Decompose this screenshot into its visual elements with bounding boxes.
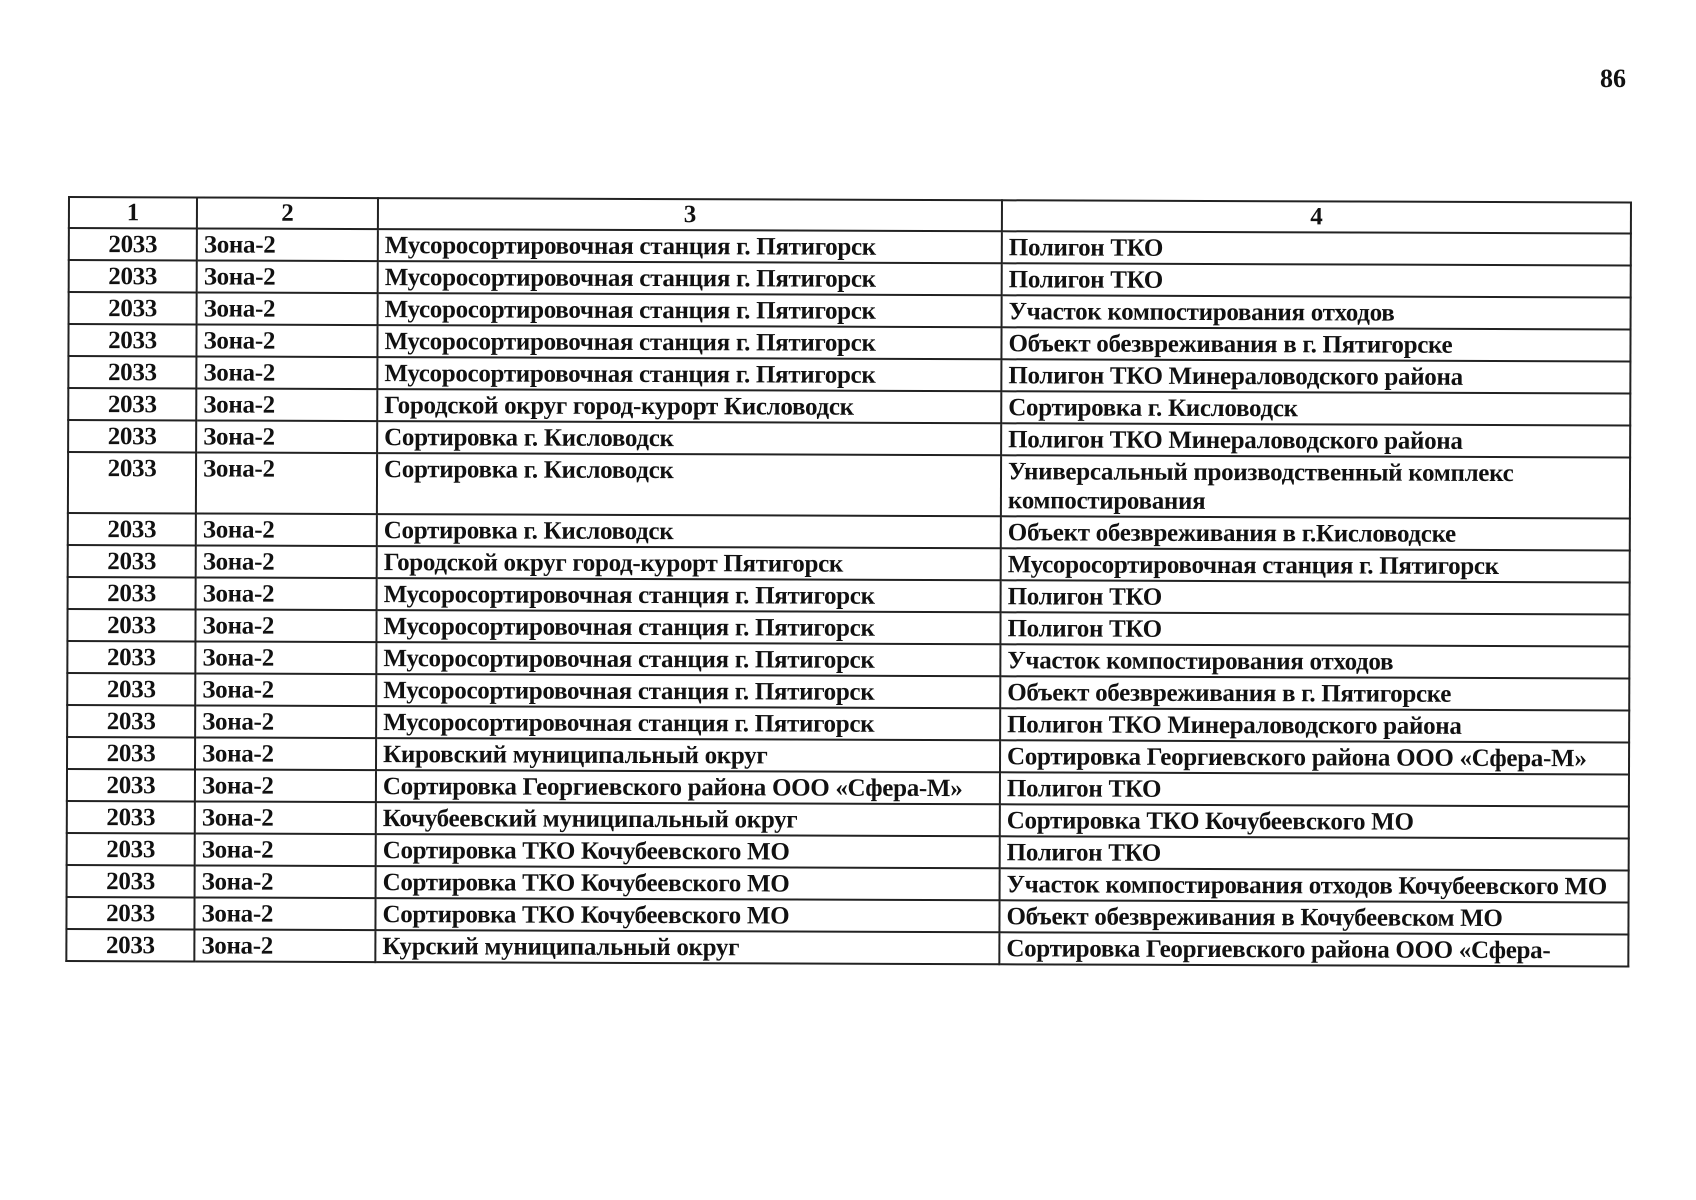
year-cell: 2033 (66, 929, 194, 961)
table-body (66, 228, 1631, 966)
zone-cell: Зона-2 (195, 833, 376, 866)
destination-cell: Полигон ТКО Минераловодского района (1000, 708, 1629, 742)
year-cell: 2033 (67, 641, 195, 673)
zone-cell: Зона-2 (195, 769, 376, 802)
source-cell: Мусоросортировочная станция г. Пятигорск (376, 706, 1000, 740)
column-header-2: 2 (197, 197, 378, 229)
year-cell: 2033 (69, 292, 197, 324)
source-cell: Кочубеевский муниципальный округ (376, 802, 1000, 836)
zone-cell: Зона-2 (196, 324, 377, 357)
destination-cell: Сортировка Георгиевского района ООО «Сфера- (999, 932, 1628, 966)
zone-cell: Зона-2 (196, 452, 377, 514)
source-cell: Мусоросортировочная станция г. Пятигорск (377, 578, 1001, 612)
zone-cell: Зона-2 (195, 641, 376, 674)
zone-cell: Зона-2 (196, 356, 377, 389)
source-cell: Сортировка г. Кисловодск (377, 514, 1001, 548)
year-cell: 2033 (67, 833, 195, 865)
zone-cell: Зона-2 (196, 545, 377, 578)
destination-cell: Участок компостирования отходов (1002, 295, 1631, 329)
zone-cell: Зона-2 (197, 260, 378, 293)
zone-cell: Зона-2 (195, 673, 376, 706)
page-number: 86 (1600, 64, 1626, 93)
source-cell: Мусоросортировочная станция г. Пятигорск (378, 229, 1002, 263)
source-cell: Курский муниципальный округ (375, 930, 999, 964)
year-cell: 2033 (67, 705, 195, 737)
year-cell: 2033 (68, 513, 196, 545)
year-cell: 2033 (68, 388, 196, 420)
destination-cell: Полигон ТКО (1002, 231, 1631, 265)
zone-cell: Зона-2 (196, 577, 377, 610)
destination-cell: Полигон ТКО (1000, 612, 1629, 646)
destination-cell: Полигон ТКО (1002, 263, 1631, 297)
source-cell: Сортировка ТКО Кочубеевского МО (376, 866, 1000, 900)
table-row (68, 452, 1630, 518)
zone-cell: Зона-2 (195, 737, 376, 770)
destination-cell: Объект обезвреживания в г.Кисловодске (1001, 516, 1630, 550)
destination-cell: Сортировка г. Кисловодск (1001, 391, 1630, 425)
table-row (66, 929, 1628, 966)
year-cell: 2033 (69, 260, 197, 292)
year-cell: 2033 (67, 673, 195, 705)
destination-cell: Объект обезвреживания в Кочубеевском МО (999, 900, 1628, 934)
source-cell: Сортировка г. Кисловодск (377, 421, 1001, 455)
source-cell: Городской округ город-курорт Кисловодск (377, 389, 1001, 423)
zone-cell: Зона-2 (195, 705, 376, 738)
destination-cell: Полигон ТКО Минераловодского района (1001, 423, 1630, 457)
source-cell: Мусоросортировочная станция г. Пятигорск (378, 261, 1002, 295)
zone-cell: Зона-2 (196, 513, 377, 546)
column-header-1: 1 (69, 197, 197, 228)
zone-cell: Зона-2 (196, 420, 377, 453)
destination-cell: Сортировка Георгиевского района ООО «Сфера-М» (1000, 740, 1629, 774)
destination-cell: Универсальный производственный комплекс компостирования (1001, 455, 1630, 518)
source-cell: Мусоросортировочная станция г. Пятигорск (376, 642, 1000, 676)
year-cell: 2033 (69, 228, 197, 260)
source-cell: Мусоросортировочная станция г. Пятигорск (376, 674, 1000, 708)
column-header-3: 3 (378, 198, 1002, 231)
destination-cell: Участок компостирования отходов (1000, 644, 1629, 678)
destination-cell: Объект обезвреживания в г. Пятигорске (1000, 676, 1629, 710)
zone-cell: Зона-2 (197, 228, 378, 261)
year-cell: 2033 (67, 609, 195, 641)
year-cell: 2033 (67, 865, 195, 897)
zone-cell: Зона-2 (194, 929, 375, 962)
destination-cell: Полигон ТКО Минераловодского района (1001, 359, 1630, 393)
source-cell: Сортировка Георгиевского района ООО «Сфера-М» (376, 770, 1000, 804)
source-cell: Кировский муниципальный округ (376, 738, 1000, 772)
year-cell: 2033 (68, 577, 196, 609)
source-cell: Мусоросортировочная станция г. Пятигорск (377, 325, 1001, 359)
destination-cell: Мусоросортировочная станция г. Пятигорск (1001, 548, 1630, 582)
destination-cell: Объект обезвреживания в г. Пятигорске (1001, 327, 1630, 361)
year-cell: 2033 (66, 897, 194, 929)
destination-cell: Полигон ТКО (1000, 836, 1629, 870)
destination-cell: Полигон ТКО (1001, 580, 1630, 614)
source-cell: Мусоросортировочная станция г. Пятигорск (376, 610, 1000, 644)
zone-cell: Зона-2 (194, 897, 375, 930)
zone-cell: Зона-2 (195, 801, 376, 834)
source-cell: Сортировка г. Кисловодск (377, 453, 1001, 516)
zone-cell: Зона-2 (195, 609, 376, 642)
column-header-4: 4 (1002, 200, 1631, 233)
year-cell: 2033 (68, 545, 196, 577)
source-cell: Сортировка ТКО Кочубеевского МО (375, 898, 999, 932)
year-cell: 2033 (68, 324, 196, 356)
year-cell: 2033 (68, 420, 196, 452)
zone-cell: Зона-2 (195, 865, 376, 898)
year-cell: 2033 (67, 801, 195, 833)
destination-cell: Сортировка ТКО Кочубеевского МО (1000, 804, 1629, 838)
zone-cell: Зона-2 (197, 292, 378, 325)
source-cell: Городской округ город-курорт Пятигорск (377, 546, 1001, 580)
source-cell: Сортировка ТКО Кочубеевского МО (376, 834, 1000, 868)
zone-cell: Зона-2 (196, 388, 377, 421)
destination-cell: Полигон ТКО (1000, 772, 1629, 806)
year-cell: 2033 (68, 452, 196, 513)
year-cell: 2033 (67, 769, 195, 801)
year-cell: 2033 (68, 356, 196, 388)
year-cell: 2033 (67, 737, 195, 769)
source-cell: Мусоросортировочная станция г. Пятигорск (377, 357, 1001, 391)
source-cell: Мусоросортировочная станция г. Пятигорск (378, 293, 1002, 327)
waste-routes-table (65, 196, 1632, 967)
destination-cell: Участок компостирования отходов Кочубеевского МО (1000, 868, 1629, 902)
